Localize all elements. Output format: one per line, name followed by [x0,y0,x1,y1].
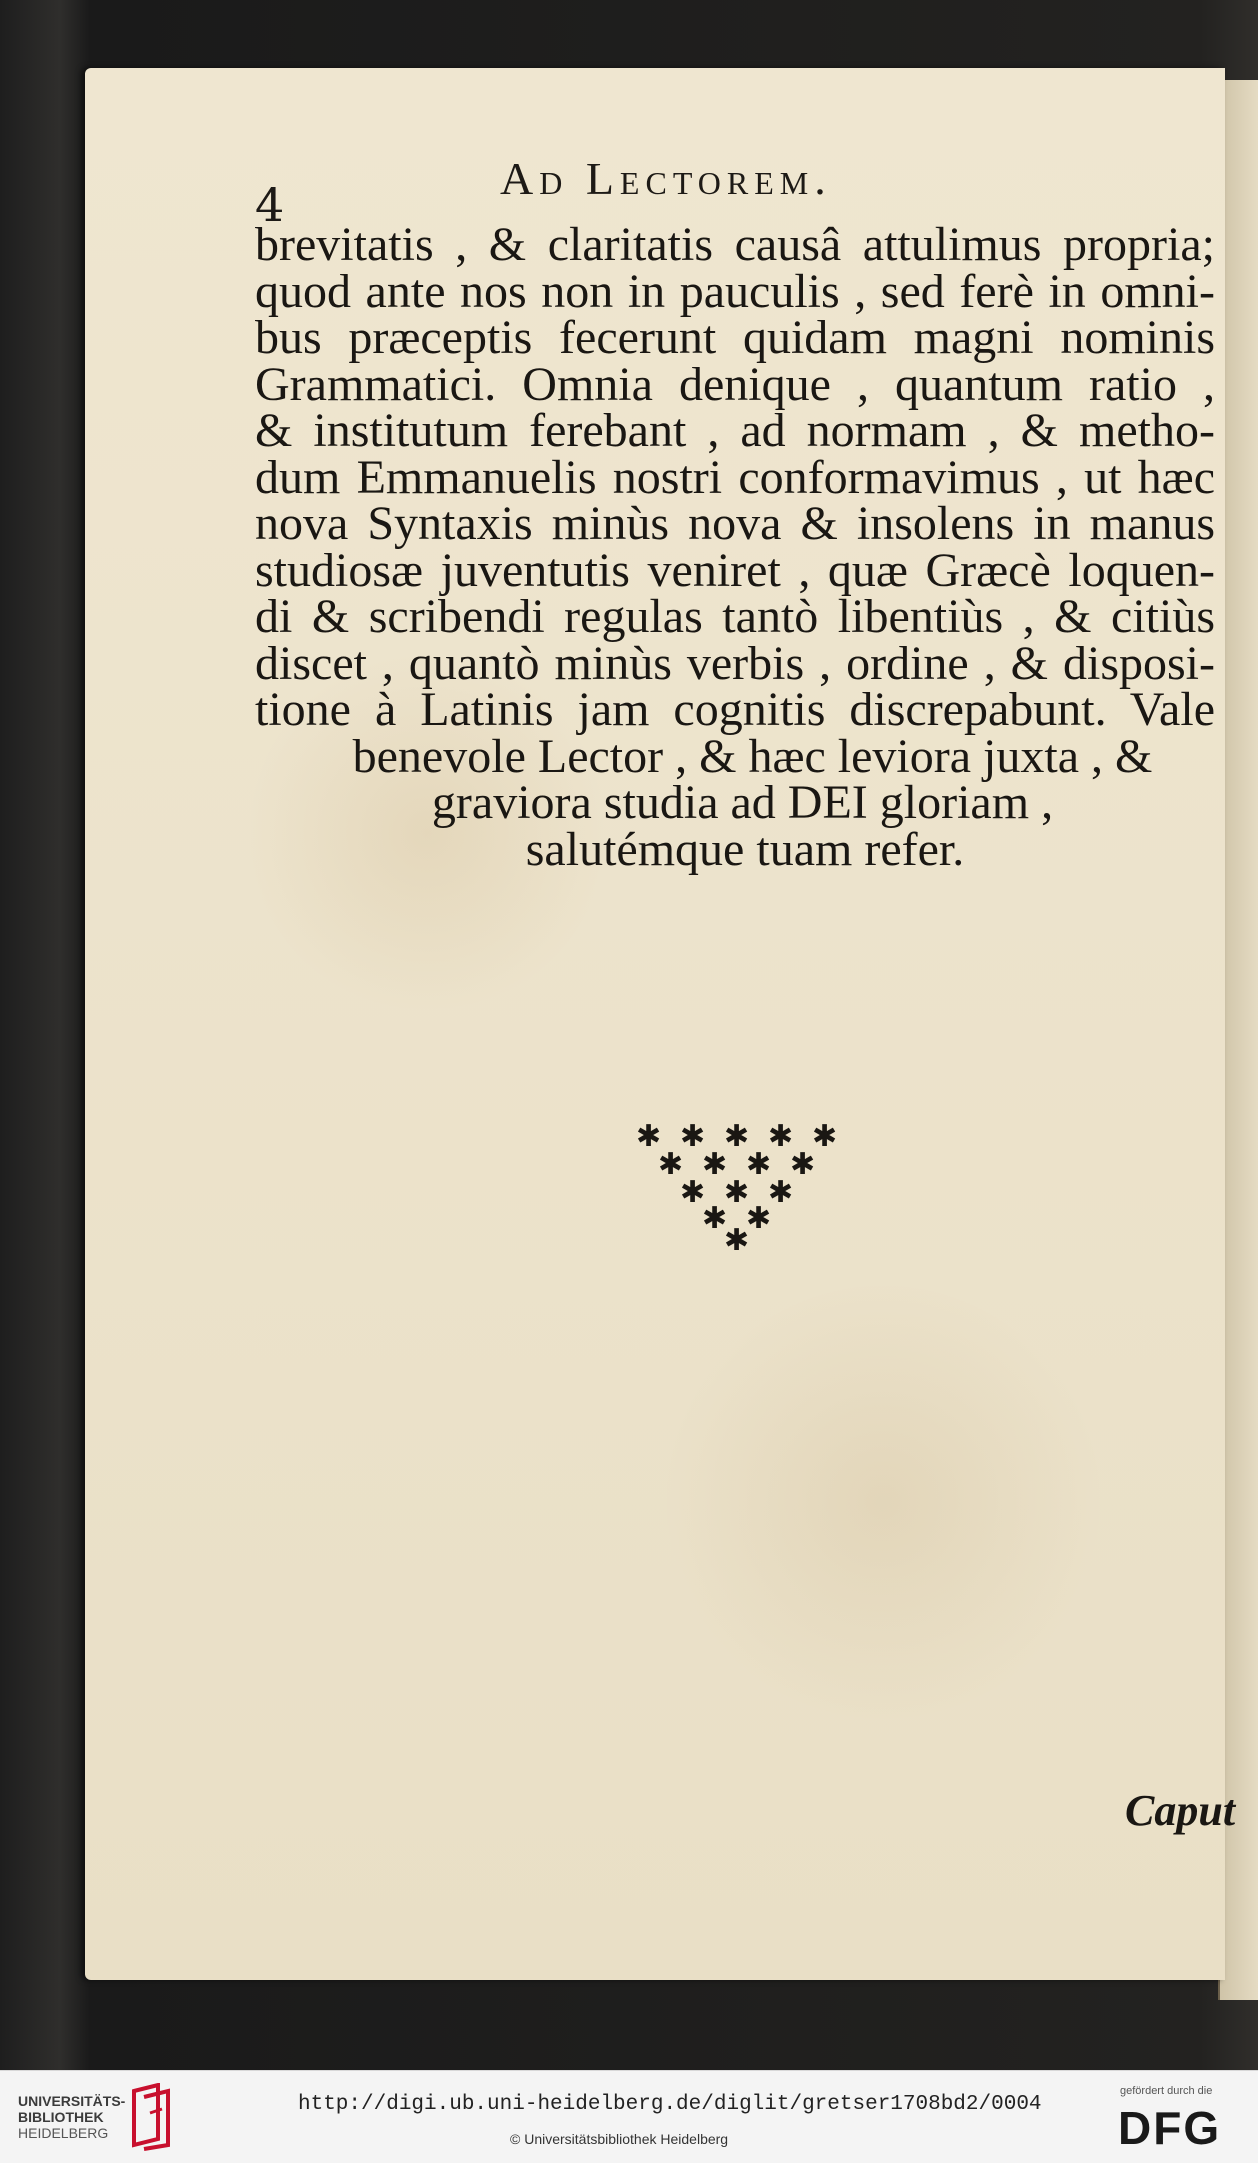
star-ornament [630,1118,850,1258]
funding-note: gefördert durch die [1120,2085,1213,2097]
star-icon: ✱ [636,1119,662,1154]
text-line: dum Emmanuelis nostri conformavimus , ut hæc [255,450,1215,504]
text-line: & institutum ferebant , ad normam , & metho- [255,404,1215,457]
star-icon: ✱ [724,1119,750,1154]
library-logo-text[interactable]: UNIVERSITÄTS- BIBLIOTHEK HEIDELBERG [18,2093,126,2141]
body-text [255,218,1215,876]
catchword: Caput [1125,1786,1236,1835]
text-line: di & scribendi regulas tantò libentiùs , & citiùs [255,590,1215,643]
star-icon: ✱ [768,1175,794,1210]
library-logo-icon[interactable] [128,2083,176,2151]
star-icon: ✱ [812,1119,838,1154]
viewer-footer [0,2070,1258,2163]
closing-line: graviora studia ad DEI gloriam , [431,776,1054,829]
star-icon: ✱ [724,1175,750,1210]
closing-line: salutémque tuam refer. [525,822,965,876]
text-line: quod ante nos non in pauculis , sed ferè in omni- [255,264,1215,318]
copyright-notice: © Universitätsbibliothek Heidelberg [510,2131,729,2147]
text-line: studiosæ juventutis veniret , quæ Græcè loquen- [255,543,1215,597]
permalink-url[interactable]: http://digi.ub.uni-heidelberg.de/diglit/gretser1708bd2/0004 [298,2093,1042,2116]
star-icon: ✱ [680,1175,706,1210]
star-icon: ✱ [746,1201,772,1236]
star-icon: ✱ [724,1223,750,1258]
star-icon: ✱ [768,1119,794,1154]
star-icon: ✱ [702,1147,728,1182]
page-number: 4 [255,178,285,232]
star-icon: ✱ [746,1147,772,1182]
text-line: brevitatis , & claritatis causâ attulimus propria; [255,218,1215,271]
running-head: Ad Lectorem. [500,153,832,204]
closing-line: benevole Lector , & hæc leviora juxta , & [352,729,1153,783]
text-line: tione à Latinis jam cognitis discrepabunt. Vale [255,683,1215,736]
text-line: discet , quantò minùs verbis , ordine , & disposi- [255,636,1215,690]
text-line: bus præceptis fecerunt quidam magni nominis [255,311,1215,364]
star-icon: ✱ [680,1119,706,1154]
star-icon: ✱ [658,1147,684,1182]
text-line: nova Syntaxis minùs nova & insolens in manus [255,497,1215,550]
star-icon: ✱ [790,1147,816,1182]
star-icon: ✱ [702,1201,728,1236]
text-line: Grammatici. Omnia denique , quantum ratio , [255,357,1215,411]
dfg-logo[interactable]: DFG [1118,2102,1222,2154]
